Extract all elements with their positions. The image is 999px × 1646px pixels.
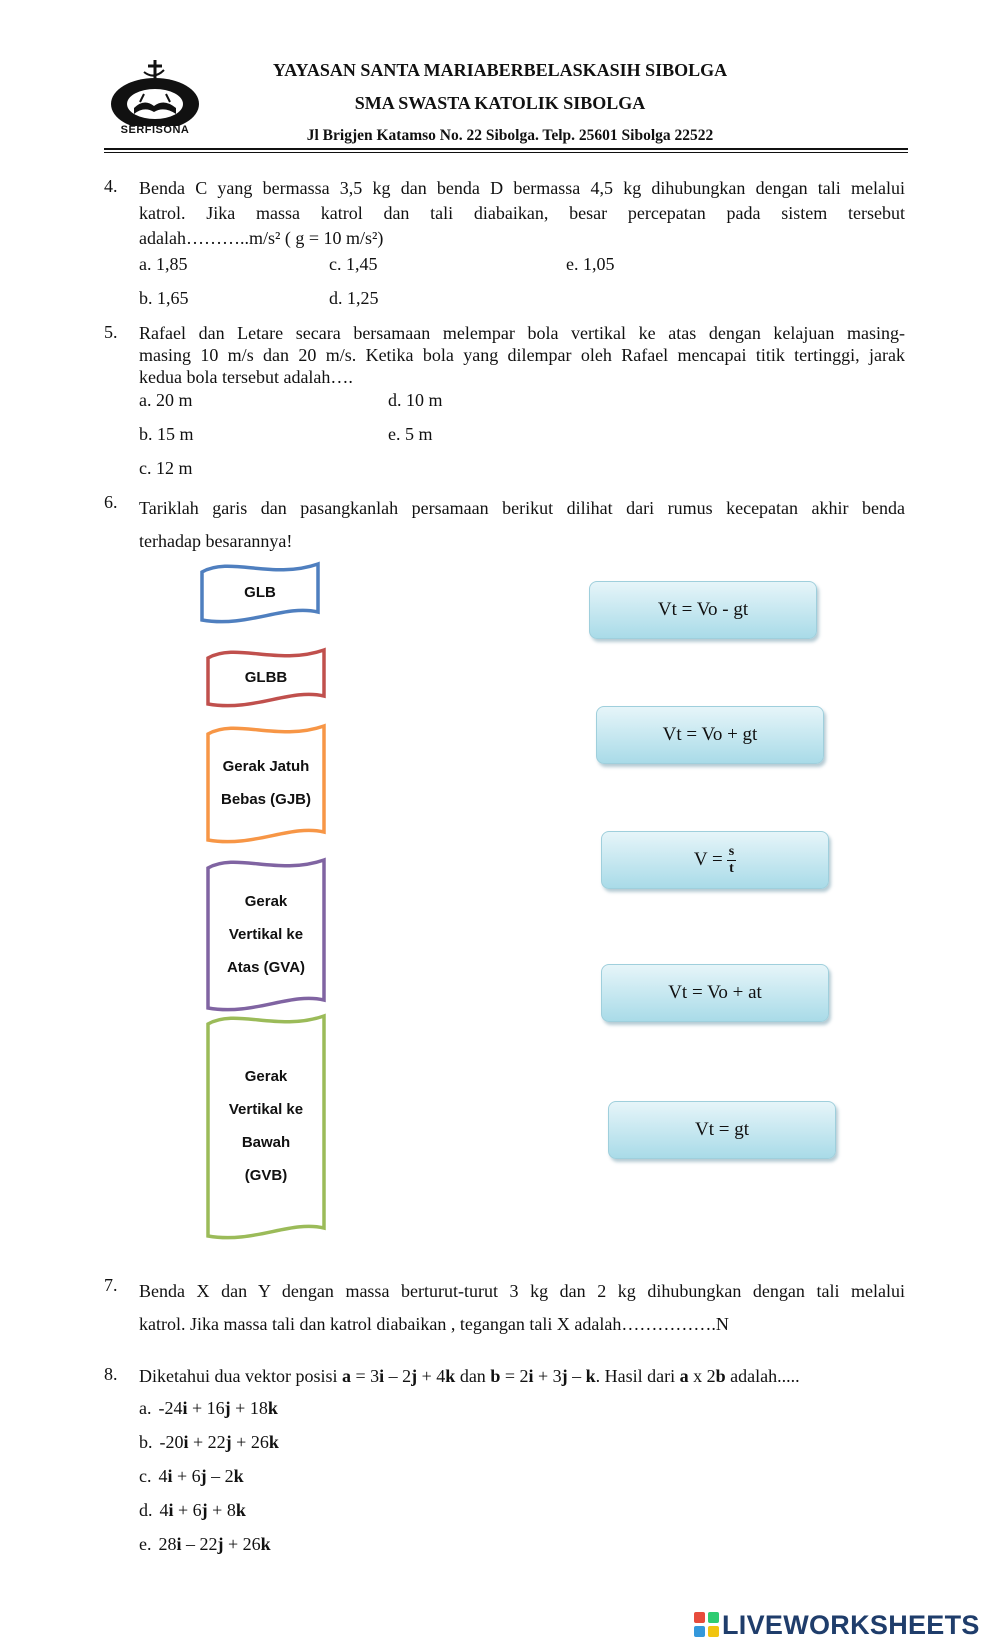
formula-text: Vt = Vo - gt xyxy=(657,599,749,620)
question-number: 7. xyxy=(104,1275,118,1295)
question-line: Tariklah garis dan pasangkanlah persamaan berikut dilihat dari rumus kecepatan akhir benda xyxy=(139,498,905,518)
option-d[interactable]: d. 1,25 xyxy=(329,288,379,308)
unit-i: i xyxy=(167,1466,173,1486)
unit-j: j xyxy=(411,1366,418,1386)
label-text: Vertikal ke xyxy=(228,925,304,943)
liveworksheets-grid-icon xyxy=(694,1612,720,1638)
q8-text: = 2 xyxy=(500,1366,529,1386)
coef: + 8 xyxy=(207,1500,236,1520)
unit-k: k xyxy=(267,1398,278,1418)
label-text: Gerak xyxy=(244,892,288,910)
match-formula-vt-vo-plus-at[interactable] xyxy=(601,964,829,1022)
vector-b: b xyxy=(715,1366,726,1386)
label-text: Bawah xyxy=(241,1134,291,1151)
unit-k: k xyxy=(445,1366,456,1386)
brand-name: LIVEWORKSHEETS xyxy=(722,1610,980,1640)
unit-k: k xyxy=(260,1534,271,1554)
coef: + 6 xyxy=(173,1500,202,1520)
match-label-gva[interactable] xyxy=(206,858,326,1010)
formula-text: Vt = gt xyxy=(695,1119,749,1140)
option-e[interactable]: e. 1,05 xyxy=(566,254,615,274)
coef: 4 xyxy=(158,1466,168,1486)
coef: + 18 xyxy=(230,1398,268,1418)
question-text xyxy=(139,1364,905,1389)
option-a[interactable] xyxy=(139,1398,278,1419)
coef: + 16 xyxy=(187,1398,225,1418)
formula-text: Vt = Vo + gt xyxy=(662,724,758,745)
unit-i: i xyxy=(183,1432,189,1452)
label-text: (GVB) xyxy=(244,1167,288,1184)
coef: + 22 xyxy=(188,1432,226,1452)
option-d[interactable]: d. 10 m xyxy=(388,390,443,410)
coef: + 26 xyxy=(231,1432,269,1452)
foundation-name: YAYASAN SANTA MARIABERBELASKASIH SIBOLGA xyxy=(272,60,728,80)
coef: 28 xyxy=(158,1534,177,1554)
question-text xyxy=(139,322,905,388)
question-line: masing 10 m/s dan 20 m/s. Ketika bola yang dilempar oleh Rafael mencapai titik tertinggi, jarak xyxy=(139,345,905,365)
unit-j: j xyxy=(217,1534,224,1554)
label-text: Gerak xyxy=(244,1068,288,1085)
question-line: katrol. Jika massa katrol dan tali diabaikan, besar percepatan pada sistem tersebut xyxy=(139,203,905,223)
unit-j: j xyxy=(200,1466,207,1486)
match-label-glb[interactable] xyxy=(200,562,320,622)
school-address: Jl Brigjen Katamso No. 22 Sibolga. Telp. 25601 Sibolga 22522 xyxy=(306,127,714,144)
school-name: SMA SWASTA KATOLIK SIBOLGA xyxy=(354,93,646,113)
question-number: 8. xyxy=(104,1364,118,1384)
option-c[interactable]: c. 1,45 xyxy=(329,254,378,274)
logo-text: SERFISONA xyxy=(120,124,190,136)
coef: -24 xyxy=(158,1398,183,1418)
fraction xyxy=(727,844,736,877)
q8-text: Diketahui dua vektor posisi xyxy=(139,1366,342,1386)
q8-text: adalah..... xyxy=(725,1366,800,1386)
formula-text: V = xyxy=(693,849,723,870)
option-c[interactable]: c. 12 m xyxy=(139,458,193,478)
unit-k: k xyxy=(233,1466,244,1486)
option-letter: b. xyxy=(139,1432,153,1452)
fraction-denominator: t xyxy=(729,860,734,876)
unit-k: k xyxy=(268,1432,279,1452)
match-formula-v-s-over-t[interactable] xyxy=(601,831,829,889)
question-line: Benda C yang bermassa 3,5 kg dan benda D bermassa 4,5 kg dihubungkan dengan tali melalui xyxy=(139,178,905,198)
option-letter: a. xyxy=(139,1398,152,1418)
unit-k: k xyxy=(585,1366,596,1386)
unit-j: j xyxy=(201,1500,208,1520)
unit-k: k xyxy=(235,1500,246,1520)
formula-text: Vt = Vo + at xyxy=(668,982,762,1003)
unit-i: i xyxy=(182,1398,188,1418)
school-logo xyxy=(104,58,206,142)
q8-text: x 2 xyxy=(688,1366,716,1386)
match-label-glbb[interactable] xyxy=(206,648,326,706)
unit-j: j xyxy=(225,1432,232,1452)
vector-a: a xyxy=(679,1366,689,1386)
q8-text: + 3 xyxy=(533,1366,562,1386)
question-line: Benda X dan Y dengan massa berturut-turut 3 kg dan 2 kg dihubungkan dengan tali melalui xyxy=(139,1281,905,1301)
label-text: Gerak Jatuh xyxy=(222,758,310,775)
option-b[interactable]: b. 1,65 xyxy=(139,288,189,308)
question-line: kedua bola tersebut adalah…. xyxy=(139,367,353,387)
q8-text: dan xyxy=(455,1366,491,1386)
unit-i: i xyxy=(528,1366,534,1386)
question-line: Rafael dan Letare secara bersamaan melempar bola vertikal ke atas dengan kelajuan masing- xyxy=(139,323,905,343)
coef: – 2 xyxy=(206,1466,234,1486)
unit-i: i xyxy=(176,1534,182,1554)
match-formula-vt-vo-minus-gt[interactable] xyxy=(589,581,817,639)
unit-j: j xyxy=(561,1366,568,1386)
question-line: katrol. Jika massa tali dan katrol diabaikan , tegangan tali X adalah…………….N xyxy=(139,1314,729,1334)
option-a[interactable]: a. 20 m xyxy=(139,390,193,410)
question-line: terhadap besarannya! xyxy=(139,531,293,551)
question-line: adalah………..m/s² ( g = 10 m/s²) xyxy=(139,228,384,248)
match-formula-vt-vo-plus-gt[interactable] xyxy=(596,706,824,764)
q8-text: – 2 xyxy=(384,1366,412,1386)
option-e[interactable]: e. 5 m xyxy=(388,424,433,444)
header-rule-bottom xyxy=(104,152,908,153)
option-c[interactable] xyxy=(139,1466,244,1487)
question-text xyxy=(139,492,905,558)
option-letter: d. xyxy=(139,1500,153,1520)
label-text: GLBB xyxy=(244,668,288,686)
option-letter: e. xyxy=(139,1534,152,1554)
question-number: 4. xyxy=(104,176,118,196)
coef: – 22 xyxy=(181,1534,218,1554)
question-number: 5. xyxy=(104,322,118,342)
match-formula-vt-gt[interactable] xyxy=(608,1101,836,1159)
option-letter: c. xyxy=(139,1466,152,1486)
question-text xyxy=(139,1275,905,1341)
coef: 4 xyxy=(159,1500,169,1520)
vector-b: b xyxy=(490,1366,501,1386)
q8-text: . Hasil dari xyxy=(595,1366,680,1386)
label-text: Atas (GVA) xyxy=(226,958,306,976)
option-d[interactable] xyxy=(139,1500,246,1521)
vector-a: a xyxy=(341,1366,351,1386)
unit-i: i xyxy=(168,1500,174,1520)
option-b[interactable]: b. 15 m xyxy=(139,424,194,444)
q8-text: + 4 xyxy=(417,1366,446,1386)
q8-text: – xyxy=(567,1366,586,1386)
q8-text: = 3 xyxy=(350,1366,380,1386)
match-label-gvb[interactable] xyxy=(206,1014,326,1238)
question-text xyxy=(139,176,905,251)
option-b[interactable] xyxy=(139,1432,279,1453)
header-rule-top xyxy=(104,148,908,150)
option-a[interactable]: a. 1,85 xyxy=(139,254,188,274)
label-text: GLB xyxy=(244,583,276,601)
label-text: Bebas (GJB) xyxy=(220,791,312,808)
liveworksheets-logo[interactable] xyxy=(694,1610,994,1642)
question-number: 6. xyxy=(104,492,118,512)
coef: + 26 xyxy=(223,1534,261,1554)
fraction-numerator: s xyxy=(728,843,735,859)
coef: + 6 xyxy=(172,1466,201,1486)
label-text: Vertikal ke xyxy=(228,1101,304,1118)
unit-i: i xyxy=(379,1366,385,1386)
option-e[interactable] xyxy=(139,1534,271,1555)
coef: -20 xyxy=(159,1432,184,1452)
match-label-gjb[interactable] xyxy=(206,724,326,842)
unit-j: j xyxy=(224,1398,231,1418)
